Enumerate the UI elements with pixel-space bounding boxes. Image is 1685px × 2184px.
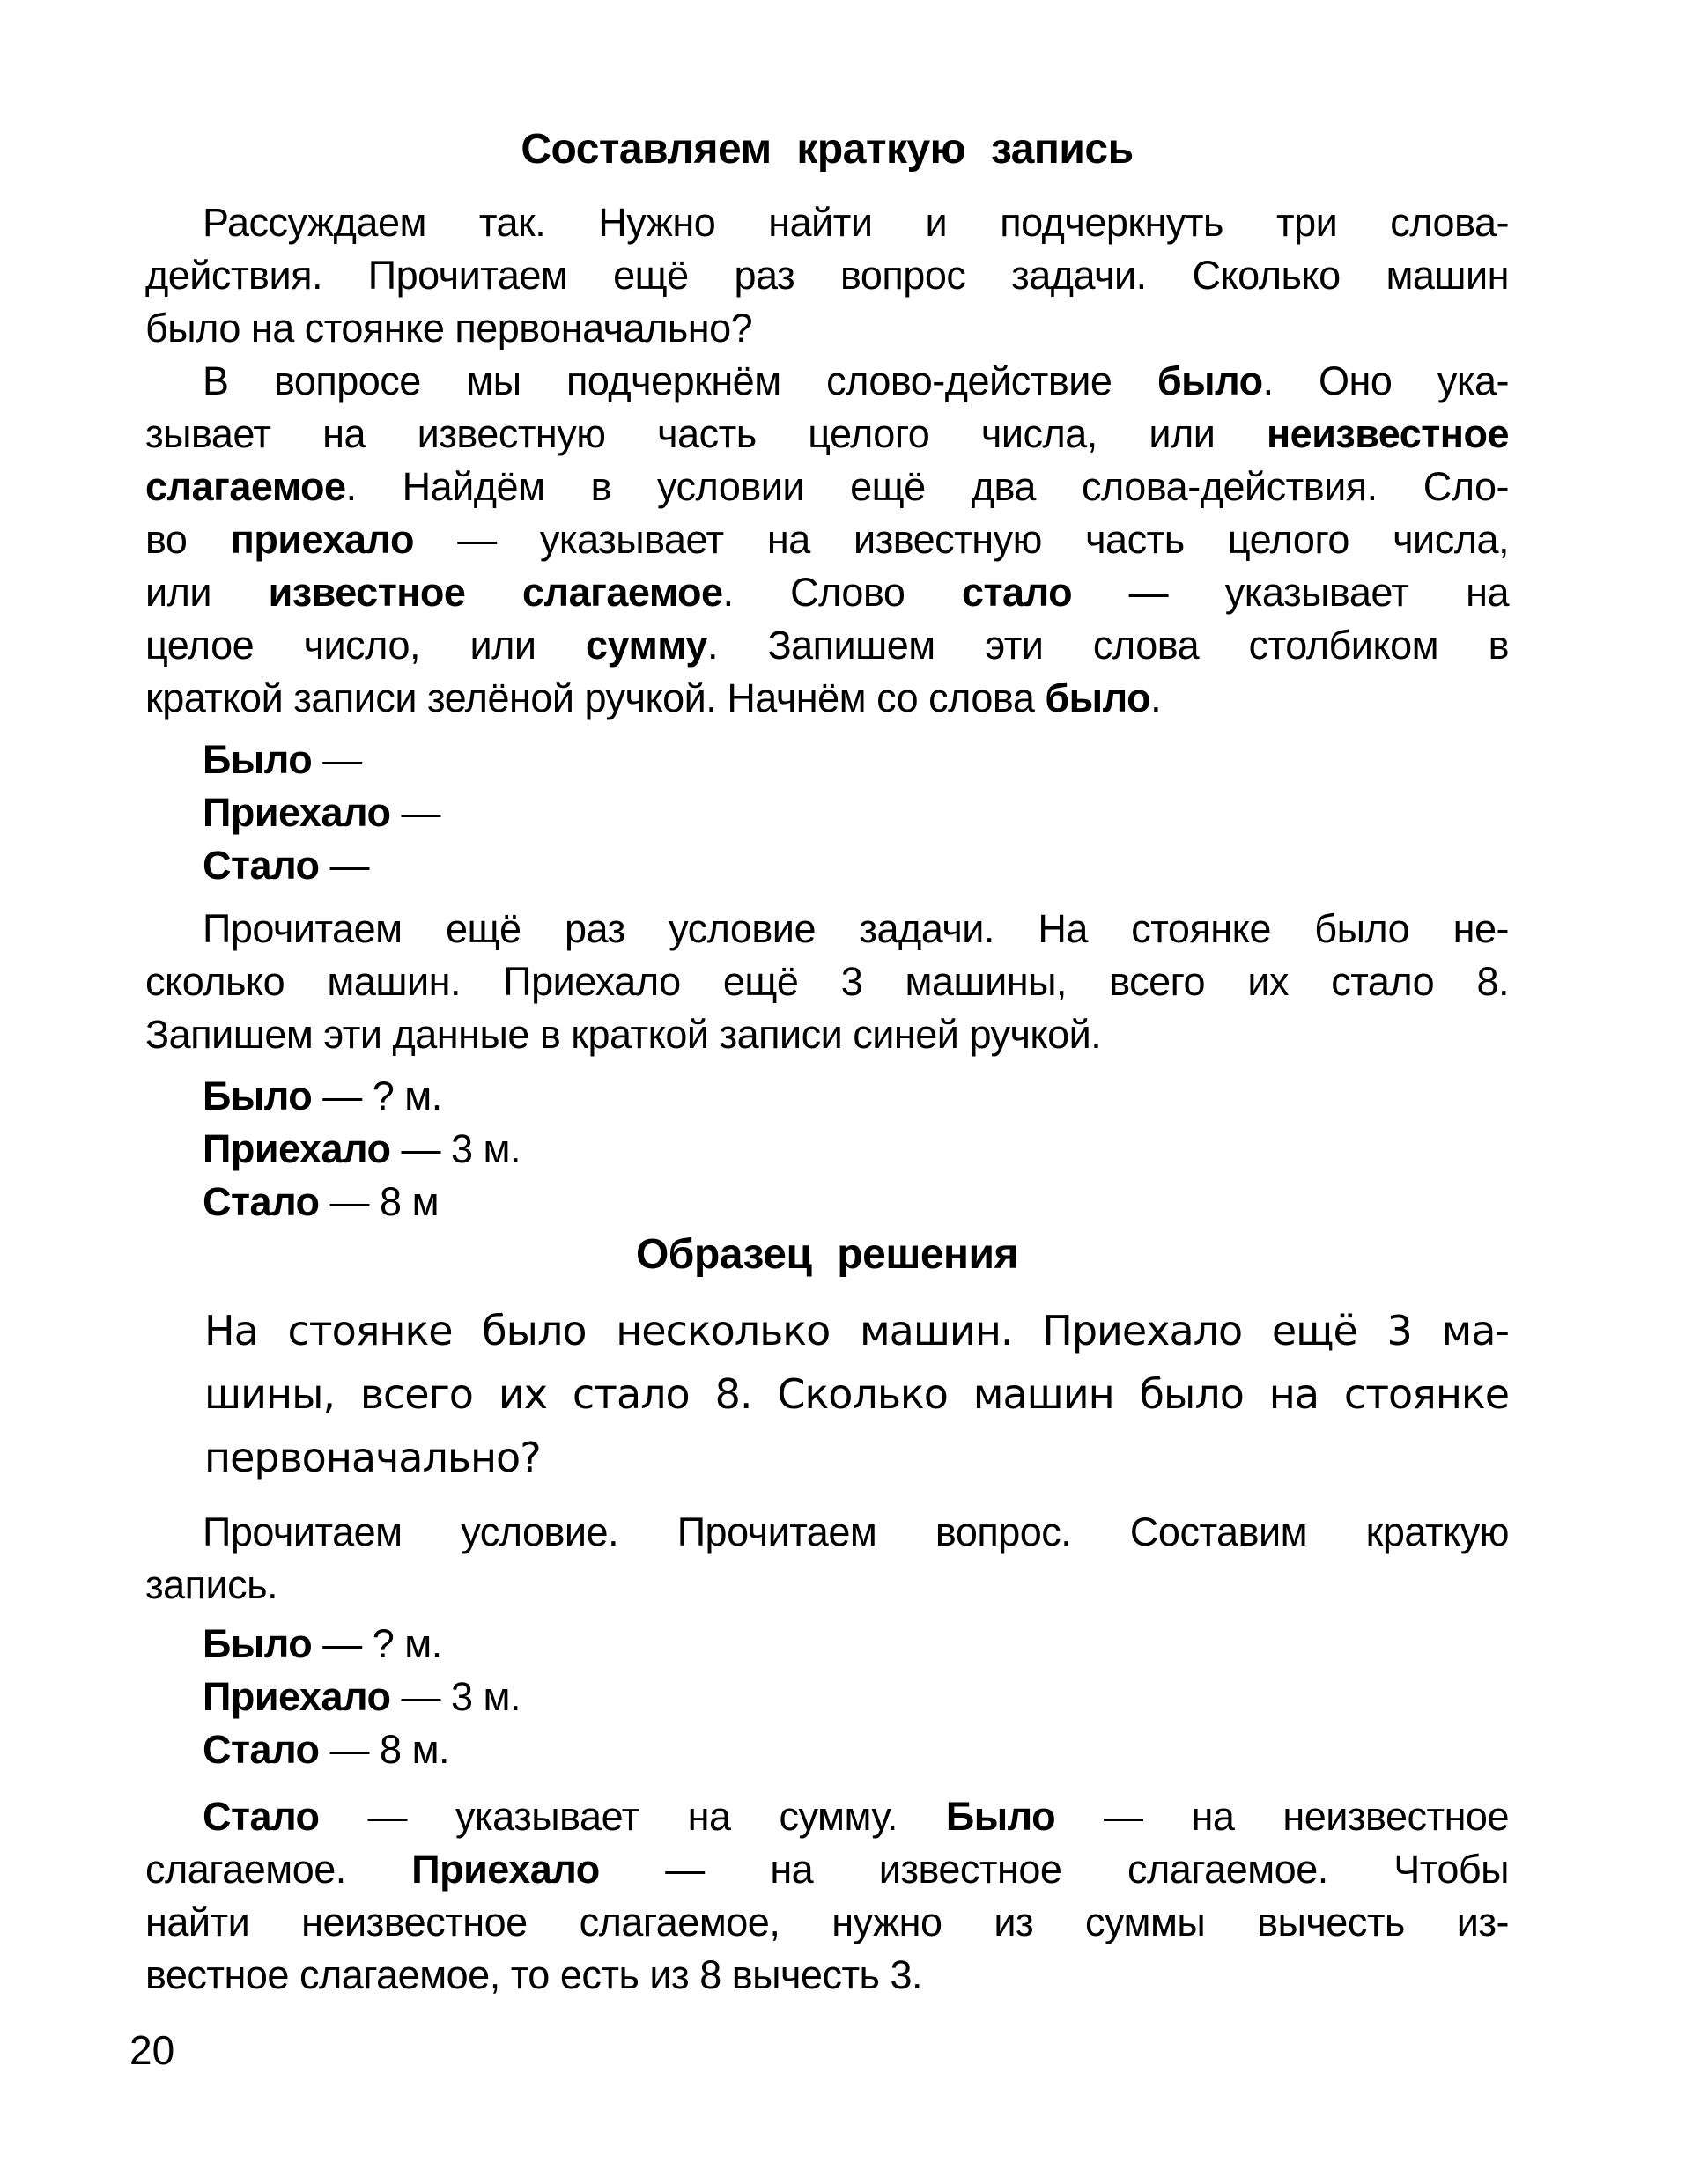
text-line: Прочитаем ещё раз условие задачи. На стоянке было не- <box>203 906 1509 951</box>
paragraph-conclusion <box>145 1790 1509 2002</box>
text-line: Стало — указывает на сумму. Было — на неизвестное <box>203 1794 1509 1839</box>
section-heading-main: Составляем краткую запись <box>521 126 1134 173</box>
text-line: Стало — 8 м <box>203 1179 440 1224</box>
short-note-list-filled <box>145 1070 1509 1228</box>
text-line: Приехало — 3 м. <box>203 1674 521 1719</box>
text-line: вестное слагаемое, то есть из 8 вычесть 3. <box>145 1952 923 1997</box>
paragraph-reasoning <box>145 196 1509 355</box>
text-line: запись. <box>145 1562 278 1607</box>
text-line: В вопросе мы подчеркнём слово-действие было. Оно ука- <box>203 358 1510 403</box>
page-number: 20 <box>129 2027 175 2073</box>
text-line: целое число, или сумму. Запишем эти слова столбиком в <box>145 623 1509 668</box>
text-line: Стало — 8 м. <box>203 1727 450 1772</box>
text-line: слагаемое. Найдём в условии ещё два слова-действия. Сло- <box>145 464 1509 509</box>
text-line: Приехало — <box>203 790 440 835</box>
text-line: Стало — <box>203 843 370 888</box>
text-line: Приехало — 3 м. <box>203 1126 521 1171</box>
text-line: Было — ? м. <box>203 1074 442 1118</box>
text-line: сколько машин. Приехало ещё 3 машины, всего их стало 8. <box>145 959 1509 1004</box>
text-column <box>129 0 1510 2077</box>
text-line: первоначально? <box>204 1434 541 1481</box>
text-line: краткой записи зелёной ручкой. Начнём со слова было. <box>145 675 1162 720</box>
text-line: На стоянке было несколько машин. Приехало ещё 3 ма- <box>204 1307 1509 1354</box>
text-line: Было — <box>203 737 362 782</box>
paragraph-condition <box>145 903 1509 1061</box>
text-line: Прочитаем условие. Прочитаем вопрос. Составим краткую <box>203 1509 1509 1554</box>
paragraph-read <box>145 1506 1509 1612</box>
text-line: было на стоянке первоначально? <box>145 306 753 350</box>
short-note-list-solution <box>145 1618 1509 1776</box>
paragraph-question-words <box>145 355 1509 725</box>
text-line: найти неизвестное слагаемое, нужно из суммы вычесть из- <box>145 1900 1509 1944</box>
text-line: действия. Прочитаем ещё раз вопрос задачи. Сколько машин <box>145 253 1509 298</box>
section-heading-sample: Образец решения <box>635 1231 1019 1278</box>
text-line: Было — ? м. <box>203 1621 442 1666</box>
task-statement <box>204 1299 1509 1489</box>
text-line: Рассуждаем так. Нужно найти и подчеркнуть три слова- <box>203 200 1509 245</box>
text-line: или известное слагаемое. Слово стало — указывает на <box>145 570 1509 615</box>
text-line: Запишем эти данные в краткой записи синей ручкой. <box>145 1012 1102 1057</box>
text-line: слагаемое. Приехало — на известное слагаемое. Чтобы <box>145 1847 1509 1892</box>
text-line: зывает на известную часть целого числа, или неизвестное <box>145 411 1509 456</box>
short-note-list-blank <box>145 734 1509 892</box>
text-line: во приехало — указывает на известную часть целого числа, <box>145 517 1509 562</box>
text-line: шины, всего их стало 8. Сколько машин было на стоянке <box>204 1370 1509 1418</box>
